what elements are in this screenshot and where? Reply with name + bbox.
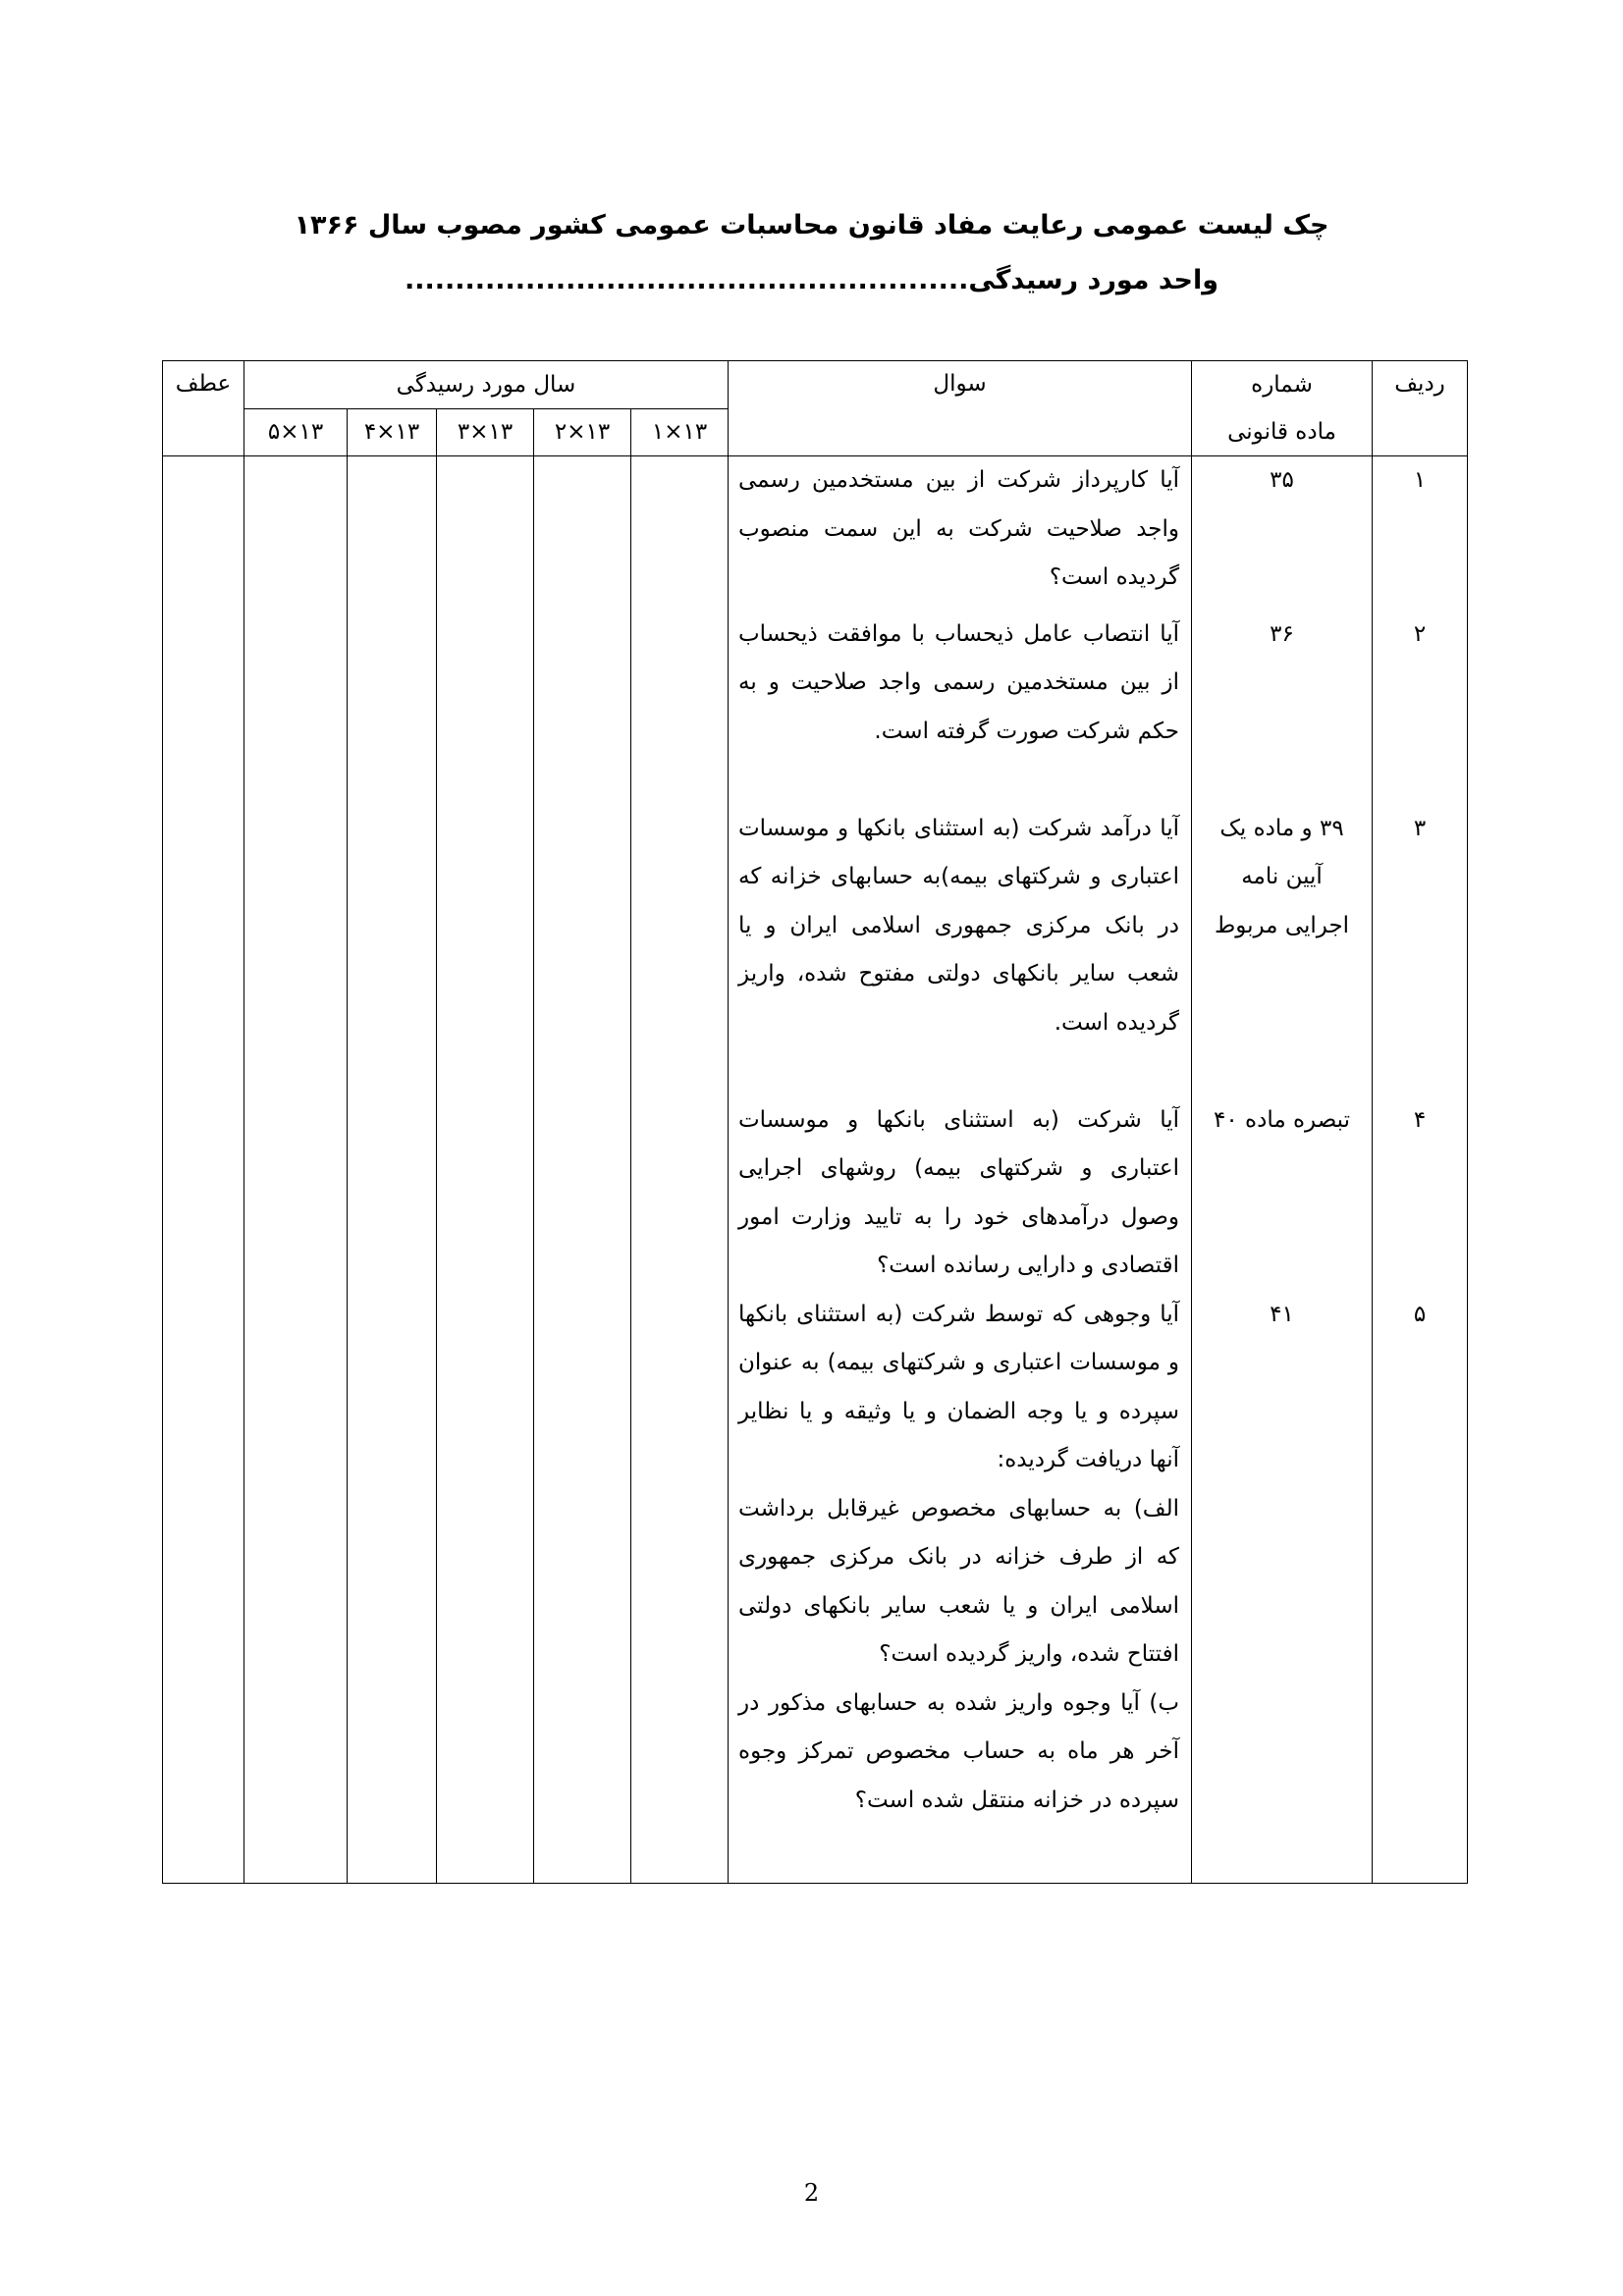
year-2-cell[interactable] bbox=[534, 611, 631, 805]
row-article: ۴۱ bbox=[1192, 1291, 1373, 1884]
header-year-4: ۱۳×۴ bbox=[348, 408, 437, 456]
row-index: ۱ bbox=[1373, 456, 1468, 611]
header-law-article bbox=[1192, 361, 1373, 456]
header-law-article-line2: ماده قانونی bbox=[1227, 419, 1336, 445]
year-1-cell[interactable] bbox=[631, 611, 729, 805]
header-year-1: ۱۳×۱ bbox=[631, 408, 729, 456]
year-3-cell[interactable] bbox=[437, 805, 534, 1096]
year-4-cell[interactable] bbox=[348, 1291, 437, 1884]
year-3-cell[interactable] bbox=[437, 456, 534, 611]
year-3-cell[interactable] bbox=[437, 1096, 534, 1291]
question-paragraph: آیا درآمد شرکت (به استثنای بانکها و موسسات اعتباری و شرکتهای بیمه)به حسابهای خزانه که در بانک مرکزی جمهوری اسلامی ایران و یا شعب سایر بانکهای دولتی مفتوح شده، واریز گردیده است. bbox=[738, 815, 1180, 1036]
page-number: 2 bbox=[803, 2179, 820, 2207]
table-row bbox=[163, 805, 1468, 1096]
row-question bbox=[729, 1096, 1192, 1291]
year-2-cell[interactable] bbox=[534, 1291, 631, 1884]
question-paragraph: آیا شرکت (به استثنای بانکها و موسسات اعتباری و شرکتهای بیمه) روشهای اجرایی وصول درآمدهای خود را به تایید وزارت امور اقتصادی و دارایی رسانده است؟ bbox=[738, 1106, 1180, 1278]
question-paragraph: آیا وجوهی که توسط شرکت (به استثنای بانکها و موسسات اعتباری و شرکتهای بیمه) به عنوان سپرده و یا وجه الضمان و یا وثیقه و یا نظایر آنها دریافت گردیده: bbox=[738, 1301, 1180, 1472]
header-question: سوال bbox=[729, 361, 1192, 456]
header-row-index: ردیف bbox=[1373, 361, 1468, 456]
header-year-2: ۱۳×۲ bbox=[534, 408, 631, 456]
row-article-line: اجرایی مربوط bbox=[1214, 912, 1350, 938]
row-question bbox=[729, 805, 1192, 1096]
year-5-cell[interactable] bbox=[244, 456, 348, 611]
question-paragraph: آیا کارپرداز شرکت از بین مستخدمین رسمی واجد صلاحیت شرکت به این سمت منصوب گردیده است؟ bbox=[738, 467, 1180, 590]
row-index: ۵ bbox=[1373, 1291, 1468, 1884]
year-3-cell[interactable] bbox=[437, 1291, 534, 1884]
header-row-1 bbox=[163, 361, 1468, 409]
document-title: چک لیست عمومی رعایت مفاد قانون محاسبات عمومی کشور مصوب سال ۱۳۶۶ bbox=[294, 210, 1329, 240]
reference-cell[interactable] bbox=[163, 1291, 244, 1884]
row-article-line: ۳۹ و ماده یک bbox=[1219, 815, 1344, 841]
year-3-cell[interactable] bbox=[437, 611, 534, 805]
checklist-table bbox=[162, 360, 1468, 1884]
table-row bbox=[163, 611, 1468, 805]
row-index: ۳ bbox=[1373, 805, 1468, 1096]
header-reference: عطف bbox=[163, 361, 244, 456]
row-article: ۳۶ bbox=[1192, 611, 1373, 805]
year-2-cell[interactable] bbox=[534, 805, 631, 1096]
row-article: ۳۵ bbox=[1192, 456, 1373, 611]
row-question bbox=[729, 611, 1192, 805]
year-4-cell[interactable] bbox=[348, 805, 437, 1096]
year-5-cell[interactable] bbox=[244, 1291, 348, 1884]
year-4-cell[interactable] bbox=[348, 611, 437, 805]
row-question bbox=[729, 456, 1192, 611]
row-article bbox=[1192, 805, 1373, 1096]
reference-cell[interactable] bbox=[163, 456, 244, 611]
header-year-3: ۱۳×۳ bbox=[437, 408, 534, 456]
table-row bbox=[163, 456, 1468, 611]
reference-cell[interactable] bbox=[163, 805, 244, 1096]
document-subtitle: واحد مورد رسیدگی........................................................ bbox=[404, 265, 1219, 295]
year-2-cell[interactable] bbox=[534, 1096, 631, 1291]
header-year-5: ۱۳×۵ bbox=[244, 408, 348, 456]
year-1-cell[interactable] bbox=[631, 456, 729, 611]
year-5-cell[interactable] bbox=[244, 611, 348, 805]
year-4-cell[interactable] bbox=[348, 1096, 437, 1291]
year-5-cell[interactable] bbox=[244, 805, 348, 1096]
header-law-article-line1: شماره bbox=[1251, 372, 1313, 398]
table-row bbox=[163, 1291, 1468, 1884]
row-question bbox=[729, 1291, 1192, 1884]
header-audit-year: سال مورد رسیدگی bbox=[244, 361, 729, 409]
year-2-cell[interactable] bbox=[534, 456, 631, 611]
question-paragraph: ب) آیا وجوه واریز شده به حسابهای مذکور در آخر هر ماه به حساب مخصوص تمرکز وجوه سپرده در خزانه منتقل شده است؟ bbox=[738, 1689, 1180, 1813]
year-1-cell[interactable] bbox=[631, 805, 729, 1096]
year-5-cell[interactable] bbox=[244, 1096, 348, 1291]
row-index: ۲ bbox=[1373, 611, 1468, 805]
row-index: ۴ bbox=[1373, 1096, 1468, 1291]
reference-cell[interactable] bbox=[163, 611, 244, 805]
question-paragraph: آیا انتصاب عامل ذیحساب با موافقت ذیحساب از بین مستخدمین رسمی واجد صلاحیت و به حکم شرکت صورت گرفته است. bbox=[738, 620, 1180, 744]
row-article: تبصره ماده ۴۰ bbox=[1192, 1096, 1373, 1291]
year-1-cell[interactable] bbox=[631, 1096, 729, 1291]
question-paragraph: الف) به حسابهای مخصوص غیرقابل برداشت که از طرف خزانه در بانک مرکزی جمهوری اسلامی ایران و یا شعب سایر بانکهای دولتی افتتاح شده، واریز گردیده است؟ bbox=[738, 1495, 1180, 1667]
year-4-cell[interactable] bbox=[348, 456, 437, 611]
table-row bbox=[163, 1096, 1468, 1291]
row-article-line: آیین نامه bbox=[1241, 864, 1323, 889]
reference-cell[interactable] bbox=[163, 1096, 244, 1291]
year-1-cell[interactable] bbox=[631, 1291, 729, 1884]
